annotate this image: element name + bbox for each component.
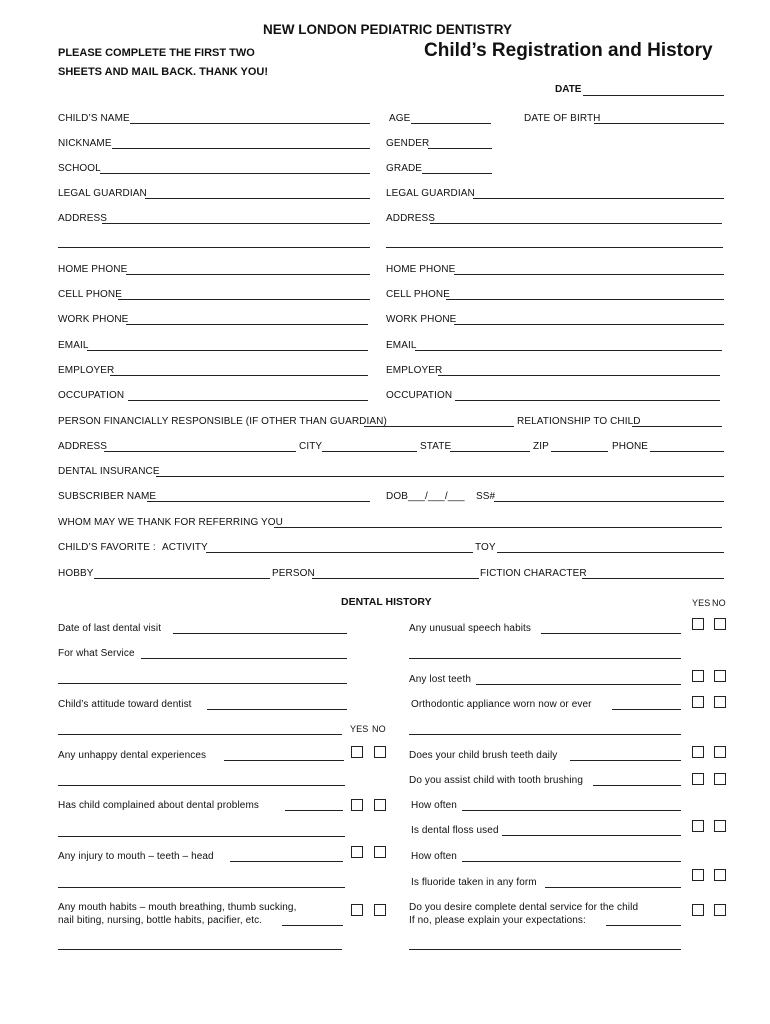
financially-responsible-label: PERSON FINANCIALLY RESPONSIBLE (IF OTHER THAN GUARDIAN) (58, 416, 387, 427)
subscriber-name-field[interactable] (147, 501, 370, 502)
how-often-2-label: How often (411, 851, 457, 862)
for-what-service-label: For what Service (58, 648, 135, 659)
address-1-label: ADDRESS (58, 213, 108, 224)
cell-phone-1-label: CELL PHONE (58, 289, 122, 300)
phone-label: PHONE (612, 441, 649, 452)
occupation-2-field[interactable] (455, 400, 720, 401)
mouth-habits-line-2[interactable] (58, 949, 342, 950)
mouth-habits-label-2: nail biting, nursing, bottle habits, pacifier, etc. (58, 915, 263, 926)
complete-service-label-1: Do you desire complete dental service for the child (409, 902, 639, 913)
grade-field[interactable] (422, 173, 492, 174)
injury-field[interactable] (230, 861, 343, 862)
unhappy-yes-checkbox[interactable] (351, 746, 363, 758)
unhappy-no-checkbox[interactable] (374, 746, 386, 758)
subscriber-dob[interactable]: DOB___/___/___ (386, 491, 465, 502)
lost-teeth-field[interactable] (476, 684, 681, 685)
brush-label: Does your child brush teeth daily (409, 750, 558, 761)
brush-no-checkbox[interactable] (714, 746, 726, 758)
assist-brushing-field[interactable] (593, 785, 681, 786)
work-phone-2-label: WORK PHONE (386, 314, 457, 325)
floss-field[interactable] (502, 835, 681, 836)
legal-guardian-2-label: LEGAL GUARDIAN (386, 188, 475, 199)
injury-label: Any injury to mouth – teeth – head (58, 851, 214, 862)
cell-phone-1-field[interactable] (118, 299, 370, 300)
left-no-header: NO (372, 724, 386, 734)
referral-label: WHOM MAY WE THANK FOR REFERRING YOU (58, 517, 283, 528)
occupation-1-field[interactable] (128, 400, 368, 401)
habits-yes-checkbox[interactable] (351, 904, 363, 916)
complete-service-yes-checkbox[interactable] (692, 904, 704, 916)
complained-field[interactable] (285, 810, 343, 811)
lost-teeth-yes-checkbox[interactable] (692, 670, 704, 682)
email-2-field[interactable] (415, 350, 722, 351)
childs-name-label: CHILD’S NAME (58, 113, 130, 124)
injury-yes-checkbox[interactable] (351, 846, 363, 858)
dental-insurance-field[interactable] (156, 476, 724, 477)
injury-line-2[interactable] (58, 887, 345, 888)
relationship-field[interactable] (632, 426, 722, 427)
dob-field[interactable] (594, 123, 724, 124)
legal-guardian-1-field[interactable] (145, 198, 370, 199)
city-field[interactable] (322, 451, 417, 452)
zip-label: ZIP (533, 441, 549, 452)
brush-field[interactable] (570, 760, 681, 761)
expectations-line-2[interactable] (409, 949, 681, 950)
lost-teeth-label: Any lost teeth (409, 674, 471, 685)
nickname-label: NICKNAME (58, 138, 112, 149)
employer-1-label: EMPLOYER (58, 365, 115, 376)
fluoride-yes-checkbox[interactable] (692, 869, 704, 881)
grade-label: GRADE (386, 163, 423, 174)
work-phone-1-field[interactable] (126, 324, 368, 325)
childs-favorite-label: CHILD’S FAVORITE : (58, 542, 156, 553)
unhappy-experiences-field[interactable] (224, 760, 344, 761)
relationship-label: RELATIONSHIP TO CHILD (517, 416, 641, 427)
home-phone-2-field[interactable] (454, 274, 724, 275)
complained-yes-checkbox[interactable] (351, 799, 363, 811)
lost-teeth-no-checkbox[interactable] (714, 670, 726, 682)
assist-brushing-label: Do you assist child with tooth brushing (409, 775, 583, 786)
dob-label: DATE OF BIRTH (524, 113, 601, 124)
address-2-field[interactable] (430, 223, 722, 224)
age-label: AGE (389, 113, 411, 124)
attitude-field[interactable] (207, 709, 347, 710)
unhappy-experiences-label: Any unhappy dental experiences (58, 750, 207, 761)
address-1-line-2[interactable] (58, 247, 370, 248)
form-title: Child’s Registration and History (424, 40, 713, 61)
legal-guardian-1-label: LEGAL GUARDIAN (58, 188, 147, 199)
occupation-2-label: OCCUPATION (386, 390, 453, 401)
childs-name-field[interactable] (130, 123, 370, 124)
billing-address-field[interactable] (104, 451, 296, 452)
habits-no-checkbox[interactable] (374, 904, 386, 916)
floss-no-checkbox[interactable] (714, 820, 726, 832)
referral-field[interactable] (274, 527, 722, 528)
assist-yes-checkbox[interactable] (692, 773, 704, 785)
brush-yes-checkbox[interactable] (692, 746, 704, 758)
gender-label: GENDER (386, 138, 430, 149)
assist-no-checkbox[interactable] (714, 773, 726, 785)
orthodontic-no-checkbox[interactable] (714, 696, 726, 708)
nickname-field[interactable] (112, 148, 370, 149)
how-often-1-field[interactable] (462, 810, 681, 811)
for-what-service-line-2[interactable] (58, 683, 347, 684)
orthodontic-label: Orthodontic appliance worn now or ever (411, 699, 592, 710)
how-often-2-field[interactable] (462, 861, 681, 862)
toy-label: TOY (475, 542, 496, 553)
instructions-line-1: PLEASE COMPLETE THE FIRST TWO (58, 47, 255, 59)
address-1-field[interactable] (102, 223, 370, 224)
person-field[interactable] (312, 578, 479, 579)
toy-field[interactable] (497, 552, 724, 553)
home-phone-1-label: HOME PHONE (58, 264, 128, 275)
home-phone-2-label: HOME PHONE (386, 264, 456, 275)
financially-responsible-field[interactable] (364, 426, 514, 427)
speech-habits-field[interactable] (541, 633, 681, 634)
for-what-service-field[interactable] (141, 658, 347, 659)
state-label: STATE (420, 441, 452, 452)
occupation-1-label: OCCUPATION (58, 390, 125, 401)
practice-name: NEW LONDON PEDIATRIC DENTISTRY (263, 22, 512, 37)
right-yes-header: YES (692, 598, 711, 608)
speech-habits-line-2[interactable] (409, 658, 681, 659)
school-label: SCHOOL (58, 163, 101, 174)
last-visit-field[interactable] (173, 633, 347, 634)
billing-address-label: ADDRESS (58, 441, 108, 452)
hobby-label: HOBBY (58, 568, 94, 579)
complained-label: Has child complained about dental problems (58, 800, 259, 811)
complete-service-label-2: If no, please explain your expectations: (409, 915, 586, 926)
gender-field[interactable] (428, 148, 492, 149)
fiction-character-label: FICTION CHARACTER (480, 568, 587, 579)
ssn-field[interactable] (494, 501, 724, 502)
home-phone-1-field[interactable] (126, 274, 370, 275)
phone-field[interactable] (650, 451, 724, 452)
complained-no-checkbox[interactable] (374, 799, 386, 811)
work-phone-2-field[interactable] (454, 324, 724, 325)
right-no-header: NO (712, 598, 726, 608)
date-label: DATE (555, 84, 582, 95)
fluoride-no-checkbox[interactable] (714, 869, 726, 881)
date-field[interactable] (583, 95, 724, 96)
orthodontic-field[interactable] (612, 709, 681, 710)
subscriber-name-label: SUBSCRIBER NAME (58, 491, 157, 502)
school-field[interactable] (100, 173, 370, 174)
floss-label: Is dental floss used (411, 825, 499, 836)
speech-no-checkbox[interactable] (714, 618, 726, 630)
complained-line-2[interactable] (58, 836, 345, 837)
address-2-line-2[interactable] (386, 247, 723, 248)
how-often-1-label: How often (411, 800, 457, 811)
fluoride-label: Is fluoride taken in any form (411, 877, 537, 888)
zip-field[interactable] (551, 451, 608, 452)
dental-insurance-label: DENTAL INSURANCE (58, 466, 160, 477)
activity-label: ACTIVITY (162, 542, 208, 553)
attitude-label: Child’s attitude toward dentist (58, 699, 192, 710)
legal-guardian-2-field[interactable] (473, 198, 724, 199)
orthodontic-line-2[interactable] (409, 734, 681, 735)
employer-2-field[interactable] (438, 375, 720, 376)
complete-service-no-checkbox[interactable] (714, 904, 726, 916)
age-field[interactable] (411, 123, 491, 124)
activity-field[interactable] (206, 552, 473, 553)
instructions-line-2: SHEETS AND MAIL BACK. THANK YOU! (58, 66, 269, 78)
orthodontic-yes-checkbox[interactable] (692, 696, 704, 708)
state-field[interactable] (450, 451, 530, 452)
dental-history-title: DENTAL HISTORY (341, 596, 432, 608)
person-label: PERSON (272, 568, 315, 579)
fiction-character-field[interactable] (582, 578, 724, 579)
email-1-label: EMAIL (58, 340, 89, 351)
unhappy-line-2[interactable] (58, 785, 345, 786)
employer-2-label: EMPLOYER (386, 365, 443, 376)
address-2-label: ADDRESS (386, 213, 436, 224)
attitude-line-2[interactable] (58, 734, 342, 735)
left-yes-header: YES (350, 724, 369, 734)
cell-phone-2-label: CELL PHONE (386, 289, 450, 300)
email-2-label: EMAIL (386, 340, 417, 351)
last-visit-label: Date of last dental visit (58, 623, 162, 634)
floss-yes-checkbox[interactable] (692, 820, 704, 832)
hobby-field[interactable] (94, 578, 270, 579)
email-1-field[interactable] (87, 350, 368, 351)
ssn-label: SS# (476, 491, 496, 502)
injury-no-checkbox[interactable] (374, 846, 386, 858)
city-label: CITY (299, 441, 323, 452)
employer-1-field[interactable] (110, 375, 368, 376)
fluoride-field[interactable] (545, 887, 681, 888)
mouth-habits-field[interactable] (282, 925, 343, 926)
expectations-field[interactable] (606, 925, 681, 926)
cell-phone-2-field[interactable] (446, 299, 724, 300)
speech-yes-checkbox[interactable] (692, 618, 704, 630)
mouth-habits-label-1: Any mouth habits – mouth breathing, thumb sucking, (58, 902, 297, 913)
speech-habits-label: Any unusual speech habits (409, 623, 532, 634)
work-phone-1-label: WORK PHONE (58, 314, 129, 325)
